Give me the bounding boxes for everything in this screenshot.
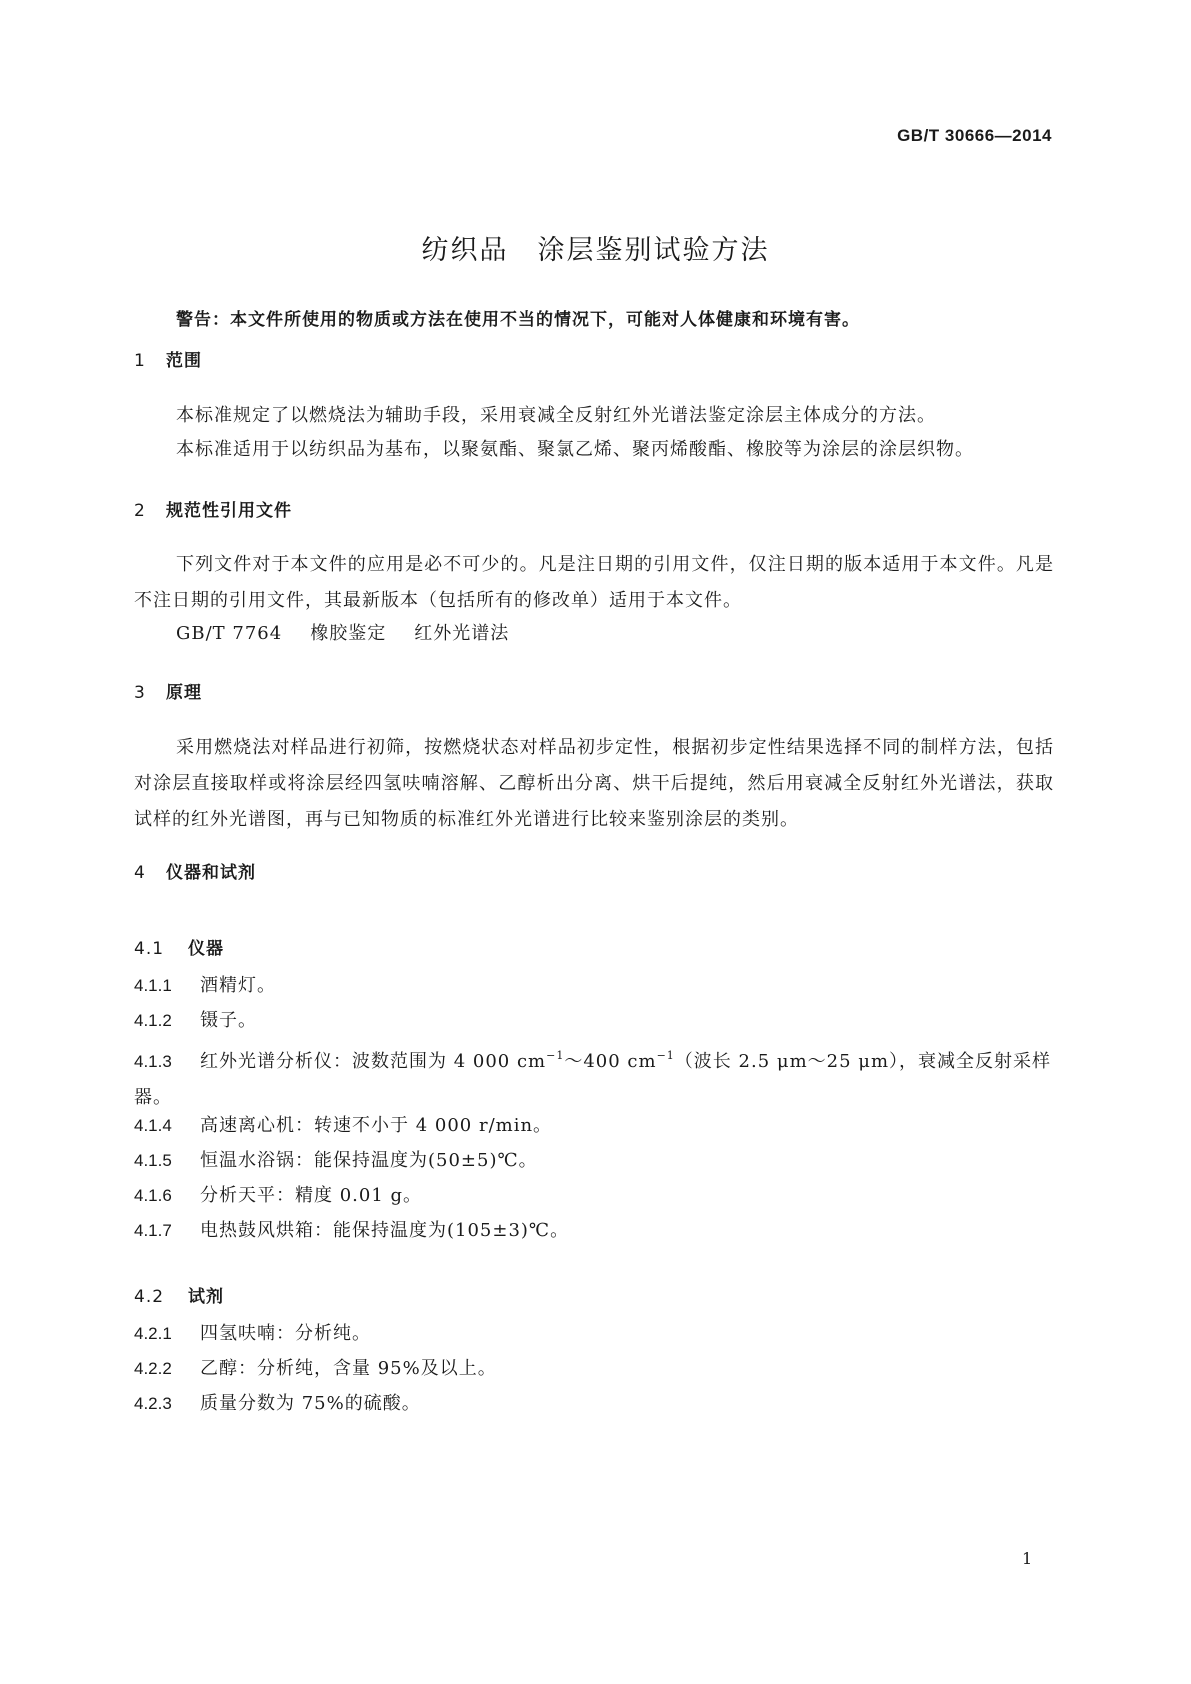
apparatus-item	[134, 968, 1054, 1004]
item-text: 分析天平：精度 0.01 g。	[200, 1185, 423, 1206]
section-number: 3	[134, 683, 146, 703]
item-number: 4.1.4	[134, 1116, 172, 1135]
scope-paragraph-2: 本标准适用于以纺织品为基布，以聚氨酯、聚氯乙烯、聚丙烯酸酯、橡胶等为涂层的涂层织物。	[176, 439, 974, 460]
item-text-a: 红外光谱分析仪：波数范围为 4 000 cm	[200, 1051, 547, 1072]
subsection-title: 仪器	[188, 939, 224, 959]
apparatus-item	[134, 1178, 1054, 1214]
document-title: 纺织品 涂层鉴别试验方法	[421, 235, 770, 266]
item-number: 4.1.3	[134, 1052, 172, 1071]
reagent-item	[134, 1386, 1054, 1422]
subsection-heading-apparatus	[134, 934, 224, 959]
section-title: 规范性引用文件	[166, 501, 292, 521]
safety-warning: 警告：本文件所使用的物质或方法在使用不当的情况下，可能对人体健康和环境有害。	[176, 310, 860, 330]
section-heading-principle	[134, 678, 202, 703]
section-number: 2	[134, 501, 146, 521]
item-number: 4.1.6	[134, 1186, 172, 1205]
item-number: 4.1.1	[134, 976, 172, 995]
reference-title-b: 红外光谱法	[414, 623, 510, 644]
item-number: 4.2.1	[134, 1324, 172, 1343]
section-heading-apparatus-reagents	[134, 858, 256, 883]
item-text: 电热鼓风烘箱：能保持温度为(105±3)℃。	[200, 1220, 570, 1241]
reagent-item	[134, 1351, 1054, 1387]
item-text: 高速离心机：转速不小于 4 000 r/min。	[200, 1115, 553, 1136]
item-text: 恒温水浴锅：能保持温度为(50±5)℃。	[200, 1150, 538, 1171]
section-heading-references	[134, 496, 292, 521]
item-text: 乙醇：分析纯，含量 95%及以上。	[200, 1358, 497, 1379]
item-number: 4.1.5	[134, 1151, 172, 1170]
item-text-c: （波长 2.5 μm～25 μm），衰减全反射采样器。	[134, 1051, 1052, 1108]
section-number: 1	[134, 351, 146, 371]
reference-code: GB/T 7764	[176, 623, 283, 644]
item-number: 4.2.2	[134, 1359, 172, 1378]
apparatus-item	[134, 1108, 1054, 1144]
subsection-heading-reagents	[134, 1282, 224, 1307]
superscript: −1	[546, 1049, 565, 1062]
apparatus-item	[134, 1038, 1054, 1116]
item-text-b: ～400 cm	[564, 1051, 657, 1072]
item-text: 镊子。	[200, 1010, 257, 1031]
item-text: 质量分数为 75%的硫酸。	[200, 1393, 421, 1414]
apparatus-item	[134, 1143, 1054, 1179]
page-number: 1	[1022, 1549, 1033, 1568]
item-text: 四氢呋喃：分析纯。	[200, 1323, 371, 1344]
section-title: 仪器和试剂	[166, 863, 256, 883]
subsection-number: 4.2	[134, 1287, 165, 1307]
item-number: 4.1.2	[134, 1011, 172, 1030]
item-number: 4.1.7	[134, 1221, 172, 1240]
section-title: 原理	[166, 683, 202, 703]
item-text: 酒精灯。	[200, 975, 276, 996]
apparatus-item	[134, 1213, 1054, 1249]
section-number: 4	[134, 863, 146, 883]
reagent-item	[134, 1316, 1054, 1352]
reference-title-a: 橡胶鉴定	[310, 623, 387, 644]
references-paragraph: 下列文件对于本文件的应用是必不可少的。凡是注日期的引用文件，仅注日期的版本适用于本文件。凡是不注日期的引用文件，其最新版本（包括所有的修改单）适用于本文件。	[134, 554, 1054, 611]
reference-entry	[176, 619, 509, 645]
section-heading-scope	[134, 346, 202, 371]
principle-paragraph: 采用燃烧法对样品进行初筛，按燃烧状态对样品初步定性，根据初步定性结果选择不同的制样方法，包括对涂层直接取样或将涂层经四氢呋喃溶解、乙醇析出分离、烘干后提纯，然后用衰减全反射红外光谱法，获取试样的红外光谱图，再与已知物质的标准红外光谱进行比较来鉴别涂层的类别。	[134, 737, 1054, 830]
standard-number: GB/T 30666—2014	[897, 126, 1052, 145]
section-title: 范围	[166, 351, 202, 371]
item-number: 4.2.3	[134, 1394, 172, 1413]
subsection-title: 试剂	[188, 1287, 224, 1307]
apparatus-item	[134, 1003, 1054, 1039]
subsection-number: 4.1	[134, 939, 165, 959]
superscript: −1	[656, 1049, 675, 1062]
scope-paragraph-1: 本标准规定了以燃烧法为辅助手段，采用衰减全反射红外光谱法鉴定涂层主体成分的方法。	[176, 405, 936, 426]
